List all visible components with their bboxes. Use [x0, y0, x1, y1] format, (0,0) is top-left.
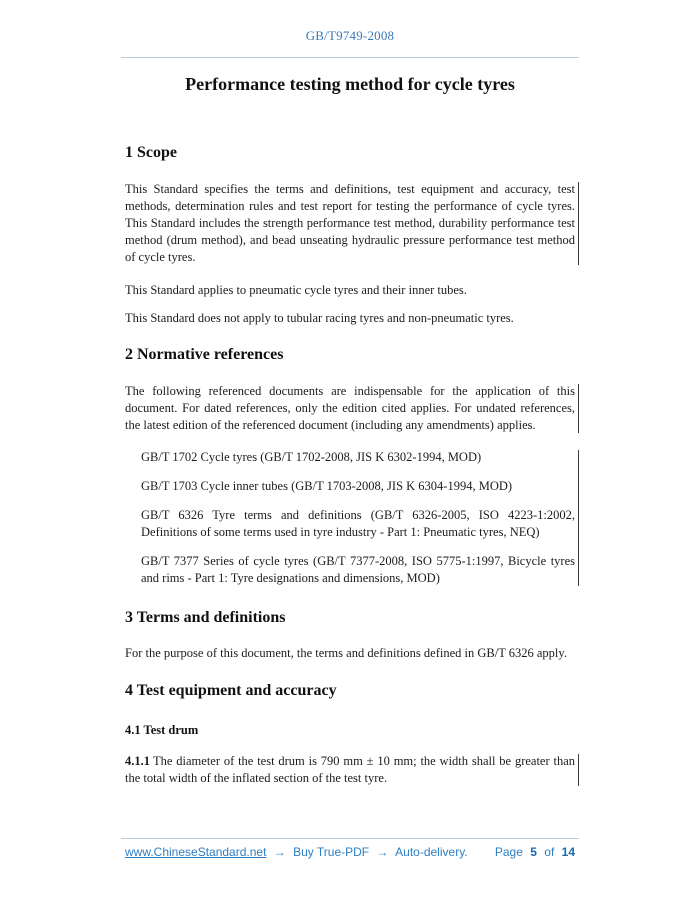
doc-code: GB/T9749-2008 — [305, 28, 395, 43]
reference-item — [125, 449, 575, 466]
paragraph-text: For the purpose of this document, the terms and definitions defined in GB/T 6326 apply. — [125, 646, 567, 660]
arrow-icon: → — [273, 845, 286, 859]
footer-rule — [121, 838, 579, 839]
arrow-icon: → — [376, 845, 389, 859]
of-label: of — [544, 845, 555, 859]
change-bar — [578, 182, 579, 265]
header-rule — [121, 57, 579, 58]
page-header — [0, 27, 700, 45]
paragraph-text: This Standard applies to pneumatic cycle tyres and their inner tubes. — [125, 283, 467, 297]
subsection-4-1-heading: 4.1 Test drum — [125, 723, 199, 737]
footer-site-link[interactable]: www.ChineseStandard.net — [125, 845, 267, 859]
scope-paragraph-3 — [125, 310, 575, 327]
footer-action-delivery: Auto-delivery. — [395, 845, 468, 859]
section-3-heading: 3 Terms and definitions — [125, 609, 286, 626]
document-body — [125, 130, 575, 787]
reference-item — [125, 553, 575, 587]
page-current: 5 — [530, 845, 537, 859]
clause-text: The diameter of the test drum is 790 mm ± 10 mm; the width shall be greater than the total width of the inflated section of the test tyre. — [125, 754, 575, 785]
page-total: 14 — [561, 845, 575, 859]
section-1-heading: 1 Scope — [125, 144, 177, 161]
reference-text: GB/T 1702 Cycle tyres (GB/T 1702-2008, JIS K 6302-1994, MOD) — [141, 450, 482, 464]
reference-text: GB/T 7377 Series of cycle tyres (GB/T 7377-2008, ISO 5775-1:1997, Bicycle tyres and rims - Part 1: Tyre designations and dimensions, MOD) — [141, 554, 575, 585]
page-footer — [125, 845, 575, 859]
change-bar — [578, 384, 579, 433]
page-label: Page — [494, 845, 523, 859]
clause-number: 4.1.1 — [125, 754, 150, 768]
page-title: Performance testing method for cycle tyres — [185, 74, 515, 94]
reference-text: GB/T 6326 Tyre terms and definitions (GB/T 6326-2005, ISO 4223-1:2002, Definitions of some terms used in tyre industry - Part 1: Pneumatic tyres, NEQ) — [141, 508, 575, 539]
scope-paragraph-1 — [125, 181, 575, 266]
reference-text: GB/T 1703 Cycle inner tubes (GB/T 1703-2008, JIS K 6304-1994, MOD) — [141, 479, 513, 493]
page-indicator — [491, 845, 575, 859]
paragraph-text: The following referenced documents are indispensable for the application of this document. For dated references, only the edition cited applies. For undated references, the latest edition of the referenced document (including any amendments) applies. — [125, 384, 575, 432]
footer-promo — [125, 845, 472, 859]
change-bar — [578, 450, 579, 586]
footer-action-buy: Buy True-PDF — [293, 845, 370, 859]
paragraph-text: This Standard specifies the terms and definitions, test equipment and accuracy, test methods, determination rules and test report for testing the performance of cycle tyres. This Standard includes the strength performance test method, durability performance test method (drum method), and bead unseating hydraulic pressure performance test method of cycle tyres. — [125, 182, 575, 264]
reference-item — [125, 507, 575, 541]
section-4-heading: 4 Test equipment and accuracy — [125, 682, 337, 699]
reference-item — [125, 478, 575, 495]
section-2-heading: 2 Normative references — [125, 346, 284, 363]
paragraph-text: This Standard does not apply to tubular racing tyres and non-pneumatic tyres. — [125, 311, 514, 325]
terms-paragraph — [125, 645, 575, 662]
scope-paragraph-2 — [125, 282, 575, 299]
references-list — [125, 449, 575, 587]
references-intro — [125, 383, 575, 434]
clause-4-1-1-paragraph — [125, 753, 575, 787]
change-bar — [578, 754, 579, 786]
